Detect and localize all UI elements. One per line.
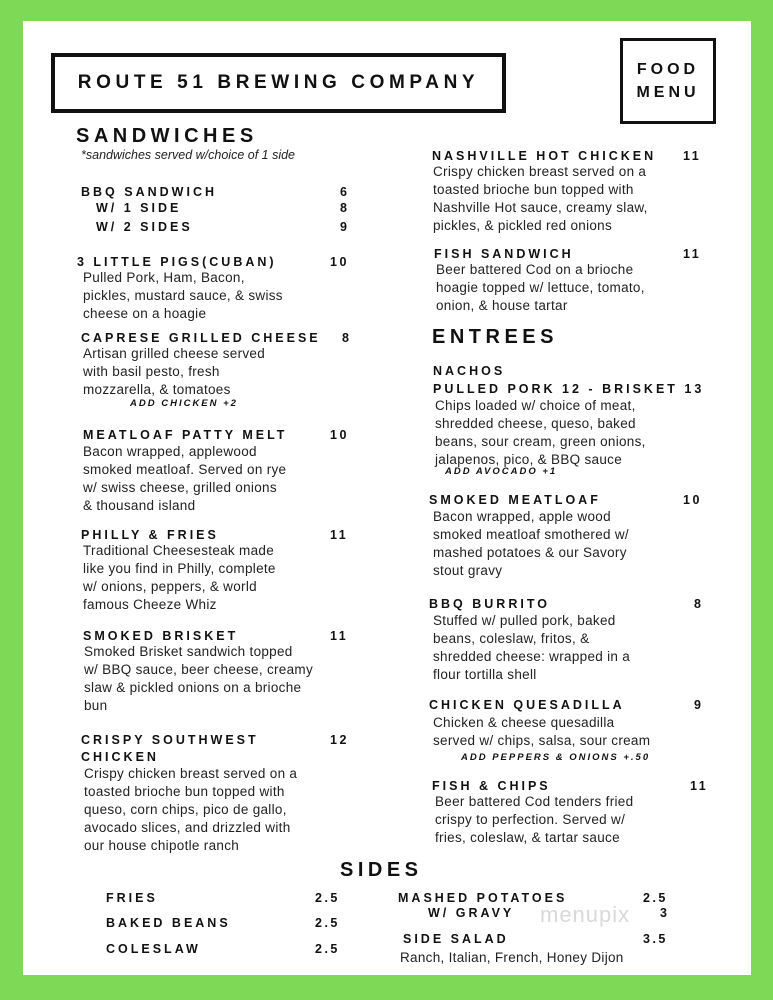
- menu-item-description: served w/ chips, salsa, sour cream: [433, 733, 651, 748]
- menu-item-description: Crispy chicken breast served on a: [433, 164, 647, 179]
- menu-item-description: shredded cheese: wrapped in a: [433, 649, 631, 664]
- menu-item-description: w/ onions, peppers, & world: [83, 579, 257, 594]
- menu-item-name: W/ 1 SIDE: [96, 201, 182, 215]
- menu-item-description: our house chipotle ranch: [84, 838, 240, 853]
- restaurant-title: [51, 53, 506, 113]
- menu-item-description: pickles, mustard sauce, & swiss: [83, 288, 283, 303]
- menu-item-description: beans, sour cream, green onions,: [435, 434, 646, 449]
- menu-item-name: CHICKEN QUESADILLA: [429, 698, 625, 712]
- menu-item-description: queso, corn chips, pico de gallo,: [84, 802, 287, 817]
- menu-item-description: toasted brioche bun topped with: [84, 784, 285, 799]
- menu-item-description: Ranch, Italian, French, Honey Dijon: [400, 950, 624, 965]
- menu-item-addon: ADD PEPPERS & ONIONS +.50: [461, 752, 651, 763]
- menu-item-description: Traditional Cheesesteak made: [83, 543, 274, 558]
- menu-item-name: FISH & CHIPS: [432, 779, 551, 793]
- menu-item-description: Crispy chicken breast served on a: [84, 766, 298, 781]
- menu-item-description: w/ swiss cheese, grilled onions: [83, 480, 277, 495]
- menu-item-price: 6: [340, 185, 350, 199]
- menu-item-description: Nashville Hot sauce, creamy slaw,: [433, 200, 648, 215]
- menu-item-price: 2.5: [315, 891, 340, 905]
- entrees-heading: ENTREES: [432, 326, 558, 348]
- menu-item-name: MASHED POTATOES: [398, 891, 568, 905]
- menu-item-name: NACHOS: [433, 364, 506, 378]
- menu-item-description: flour tortilla shell: [433, 667, 537, 682]
- menu-item-price: 11: [690, 779, 709, 793]
- badge-line-2: MENU: [636, 84, 700, 101]
- menu-item-description: Artisan grilled cheese served: [83, 346, 266, 361]
- menu-item-name: W/ GRAVY: [428, 906, 515, 920]
- menu-item-price: 10: [683, 493, 702, 507]
- menu-item-description: mozzarella, & tomatoes: [83, 382, 231, 397]
- menu-item-description: avocado slices, and drizzled with: [84, 820, 291, 835]
- menu-item-price: 11: [683, 247, 702, 261]
- menu-item-description: cheese on a hoagie: [83, 306, 207, 321]
- menu-item-description: Chips loaded w/ choice of meat,: [435, 398, 636, 413]
- menu-item-description: Stuffed w/ pulled pork, baked: [433, 613, 616, 628]
- menu-item-price: 3: [660, 906, 670, 920]
- menu-item-description: Smoked Brisket sandwich topped: [84, 644, 293, 659]
- menu-item-price: 10: [330, 255, 349, 269]
- menu-item-description: fries, coleslaw, & tartar sauce: [435, 830, 620, 845]
- menu-item-name-line-2: PULLED PORK 12 - BRISKET 13: [433, 382, 705, 396]
- menu-item-description: stout gravy: [433, 563, 503, 578]
- menu-item-description: toasted brioche bun topped with: [433, 182, 634, 197]
- menu-item-name: 3 LITTLE PIGS(CUBAN): [77, 255, 277, 269]
- menu-item-price: 11: [330, 528, 349, 542]
- menu-item-description: & thousand island: [83, 498, 196, 513]
- watermark: menupix: [540, 902, 631, 927]
- menu-item-name: CAPRESE GRILLED CHEESE: [81, 331, 321, 345]
- menu-item-description: Beer battered Cod on a brioche: [436, 262, 634, 277]
- menu-item-price: 11: [330, 629, 349, 643]
- menu-item-addon: ADD AVOCADO +1: [445, 466, 558, 477]
- menu-item-description: beans, coleslaw, fritos, &: [433, 631, 590, 646]
- menu-item-price: 2.5: [315, 942, 340, 956]
- menu-item-description: famous Cheeze Whiz: [83, 597, 217, 612]
- menu-item-name: W/ 2 SIDES: [96, 220, 193, 234]
- menu-item-price: 10: [330, 428, 349, 442]
- menu-item-name: SMOKED MEATLOAF: [429, 493, 601, 507]
- menu-item-name: SIDE SALAD: [403, 932, 509, 946]
- menu-item-name: COLESLAW: [106, 942, 201, 956]
- menu-item-price: 9: [694, 698, 704, 712]
- menu-item-description: like you find in Philly, complete: [83, 561, 276, 576]
- menu-item-description: Beer battered Cod tenders fried: [435, 794, 634, 809]
- food-menu-badge: [620, 38, 716, 124]
- menu-item-price: 12: [330, 733, 349, 747]
- menu-item-name: SMOKED BRISKET: [83, 629, 239, 643]
- menu-item-description: Bacon wrapped, apple wood: [433, 509, 611, 524]
- menu-item-description: pickles, & pickled red onions: [433, 218, 613, 233]
- menu-item-price: 11: [683, 149, 702, 163]
- menu-item-price: 8: [342, 331, 352, 345]
- sandwiches-note: *sandwiches served w/choice of 1 side: [81, 148, 296, 162]
- menu-item-description: smoked meatloaf smothered w/: [433, 527, 629, 542]
- menu-item-name: NASHVILLE HOT CHICKEN: [432, 149, 657, 163]
- menu-item-name: BBQ BURRITO: [429, 597, 550, 611]
- menu-item-description: smoked meatloaf. Served on rye: [83, 462, 287, 477]
- menu-item-description: crispy to perfection. Served w/: [435, 812, 626, 827]
- menu-item-price: 8: [694, 597, 704, 611]
- menu-item-name: PHILLY & FRIES: [81, 528, 219, 542]
- menu-item-description: onion, & house tartar: [436, 298, 568, 313]
- menu-item-price: 2.5: [315, 916, 340, 930]
- menu-item-description: Pulled Pork, Ham, Bacon,: [83, 270, 245, 285]
- menu-item-description: slaw & pickled onions on a brioche: [84, 680, 302, 695]
- menu-item-description: jalapenos, pico, & BBQ sauce: [435, 452, 623, 467]
- menu-item-description: bun: [84, 698, 108, 713]
- menu-item-name-line-2: CHICKEN: [81, 750, 159, 764]
- menu-item-description: mashed potatoes & our Savory: [433, 545, 627, 560]
- menu-item-addon: ADD CHICKEN +2: [130, 398, 238, 409]
- menu-item-price: 2.5: [643, 891, 668, 905]
- sides-heading: SIDES: [340, 859, 423, 881]
- badge-line-1: FOOD: [636, 61, 700, 78]
- menu-item-description: hoagie topped w/ lettuce, tomato,: [436, 280, 645, 295]
- menu-item-description: Chicken & cheese quesadilla: [433, 715, 615, 730]
- menu-item-price: 3.5: [643, 932, 668, 946]
- menu-item-name: BBQ SANDWICH: [81, 185, 217, 199]
- menu-item-name: CRISPY SOUTHWEST: [81, 733, 259, 747]
- menu-item-description: Bacon wrapped, applewood: [83, 444, 257, 459]
- menu-item-price: 9: [340, 220, 350, 234]
- menu-item-name: FRIES: [106, 891, 158, 905]
- title-text: ROUTE 51 BREWING COMPANY: [77, 72, 480, 93]
- menu-item-name: MEATLOAF PATTY MELT: [83, 428, 288, 442]
- menu-item-price: 8: [340, 201, 350, 215]
- menu-item-description: w/ BBQ sauce, beer cheese, creamy: [84, 662, 313, 677]
- menu-item-description: with basil pesto, fresh: [83, 364, 220, 379]
- menu-item-name: BAKED BEANS: [106, 916, 231, 930]
- menu-item-description: shredded cheese, queso, baked: [435, 416, 636, 431]
- sandwiches-heading: SANDWICHES: [76, 125, 258, 147]
- menu-item-name: FISH SANDWICH: [434, 247, 574, 261]
